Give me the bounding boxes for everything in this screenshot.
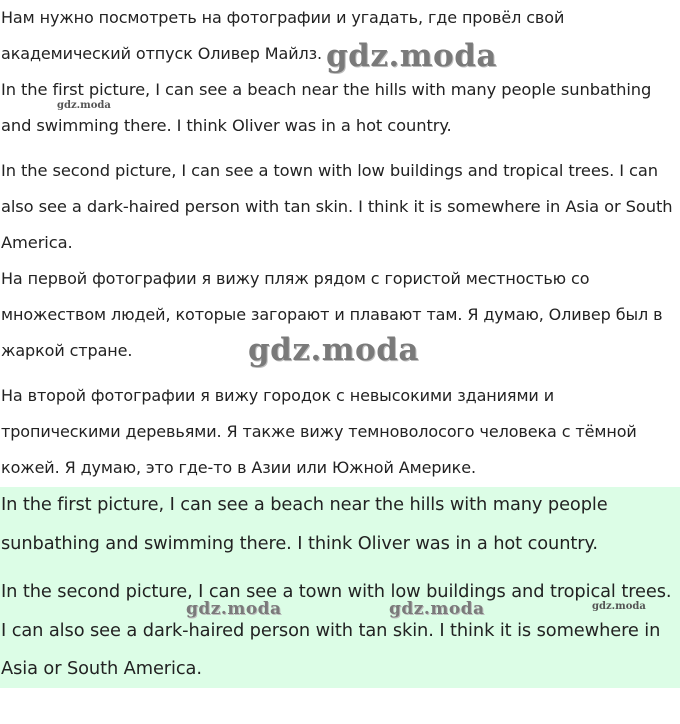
russian-paragraph-1-line-3: жаркой стране. (1, 341, 133, 360)
watermark-logo: gdz.moda (326, 38, 497, 74)
russian-paragraph-1-line-1: На первой фотографии я вижу пляж рядом с гористой местностью со (1, 269, 590, 288)
highlight-line-5: Asia or South America. (1, 658, 202, 679)
english-paragraph-1-line-1: In the first picture, I can see a beach near the hills with many people sunbathing (1, 80, 652, 99)
highlight-line-4: I can also see a dark-haired person with tan skin. I think it is somewhere in (1, 620, 661, 641)
english-paragraph-2-line-3: America. (1, 233, 73, 252)
intro-line-1: Нам нужно посмотреть на фотографии и угадать, где провёл свой (1, 8, 565, 27)
intro-line-2: академический отпуск Оливер Майлз. (1, 44, 323, 63)
highlight-line-2: sunbathing and swimming there. I think Oliver was in a hot country. (1, 533, 598, 554)
russian-paragraph-1-line-2: множеством людей, которые загорают и плавают там. Я думаю, Оливер был в (1, 305, 663, 324)
russian-paragraph-2-line-2: тропическими деревьями. Я также вижу темноволосого человека с тёмной (1, 422, 637, 441)
watermark-logo: gdz.moda (389, 599, 485, 619)
highlight-line-3: In the second picture, I can see a town with low buildings and tropical trees. (1, 581, 672, 602)
english-paragraph-2-line-1: In the second picture, I can see a town with low buildings and tropical trees. I can (1, 161, 658, 180)
watermark-logo: gdz.moda (592, 601, 646, 612)
english-paragraph-1-line-2: and swimming there. I think Oliver was in a hot country. (1, 116, 452, 135)
english-paragraph-2-line-2: also see a dark-haired person with tan skin. I think it is somewhere in Asia or South (1, 197, 673, 216)
watermark-logo: gdz.moda (57, 100, 111, 111)
russian-paragraph-2-line-1: На второй фотографии я вижу городок с невысокими зданиями и (1, 386, 555, 405)
russian-paragraph-2-line-3: кожей. Я думаю, это где-то в Азии или Южной Америке. (1, 458, 476, 477)
watermark-logo: gdz.moda (186, 599, 282, 619)
highlight-line-1: In the first picture, I can see a beach near the hills with many people (1, 494, 608, 515)
watermark-logo: gdz.moda (248, 332, 419, 368)
